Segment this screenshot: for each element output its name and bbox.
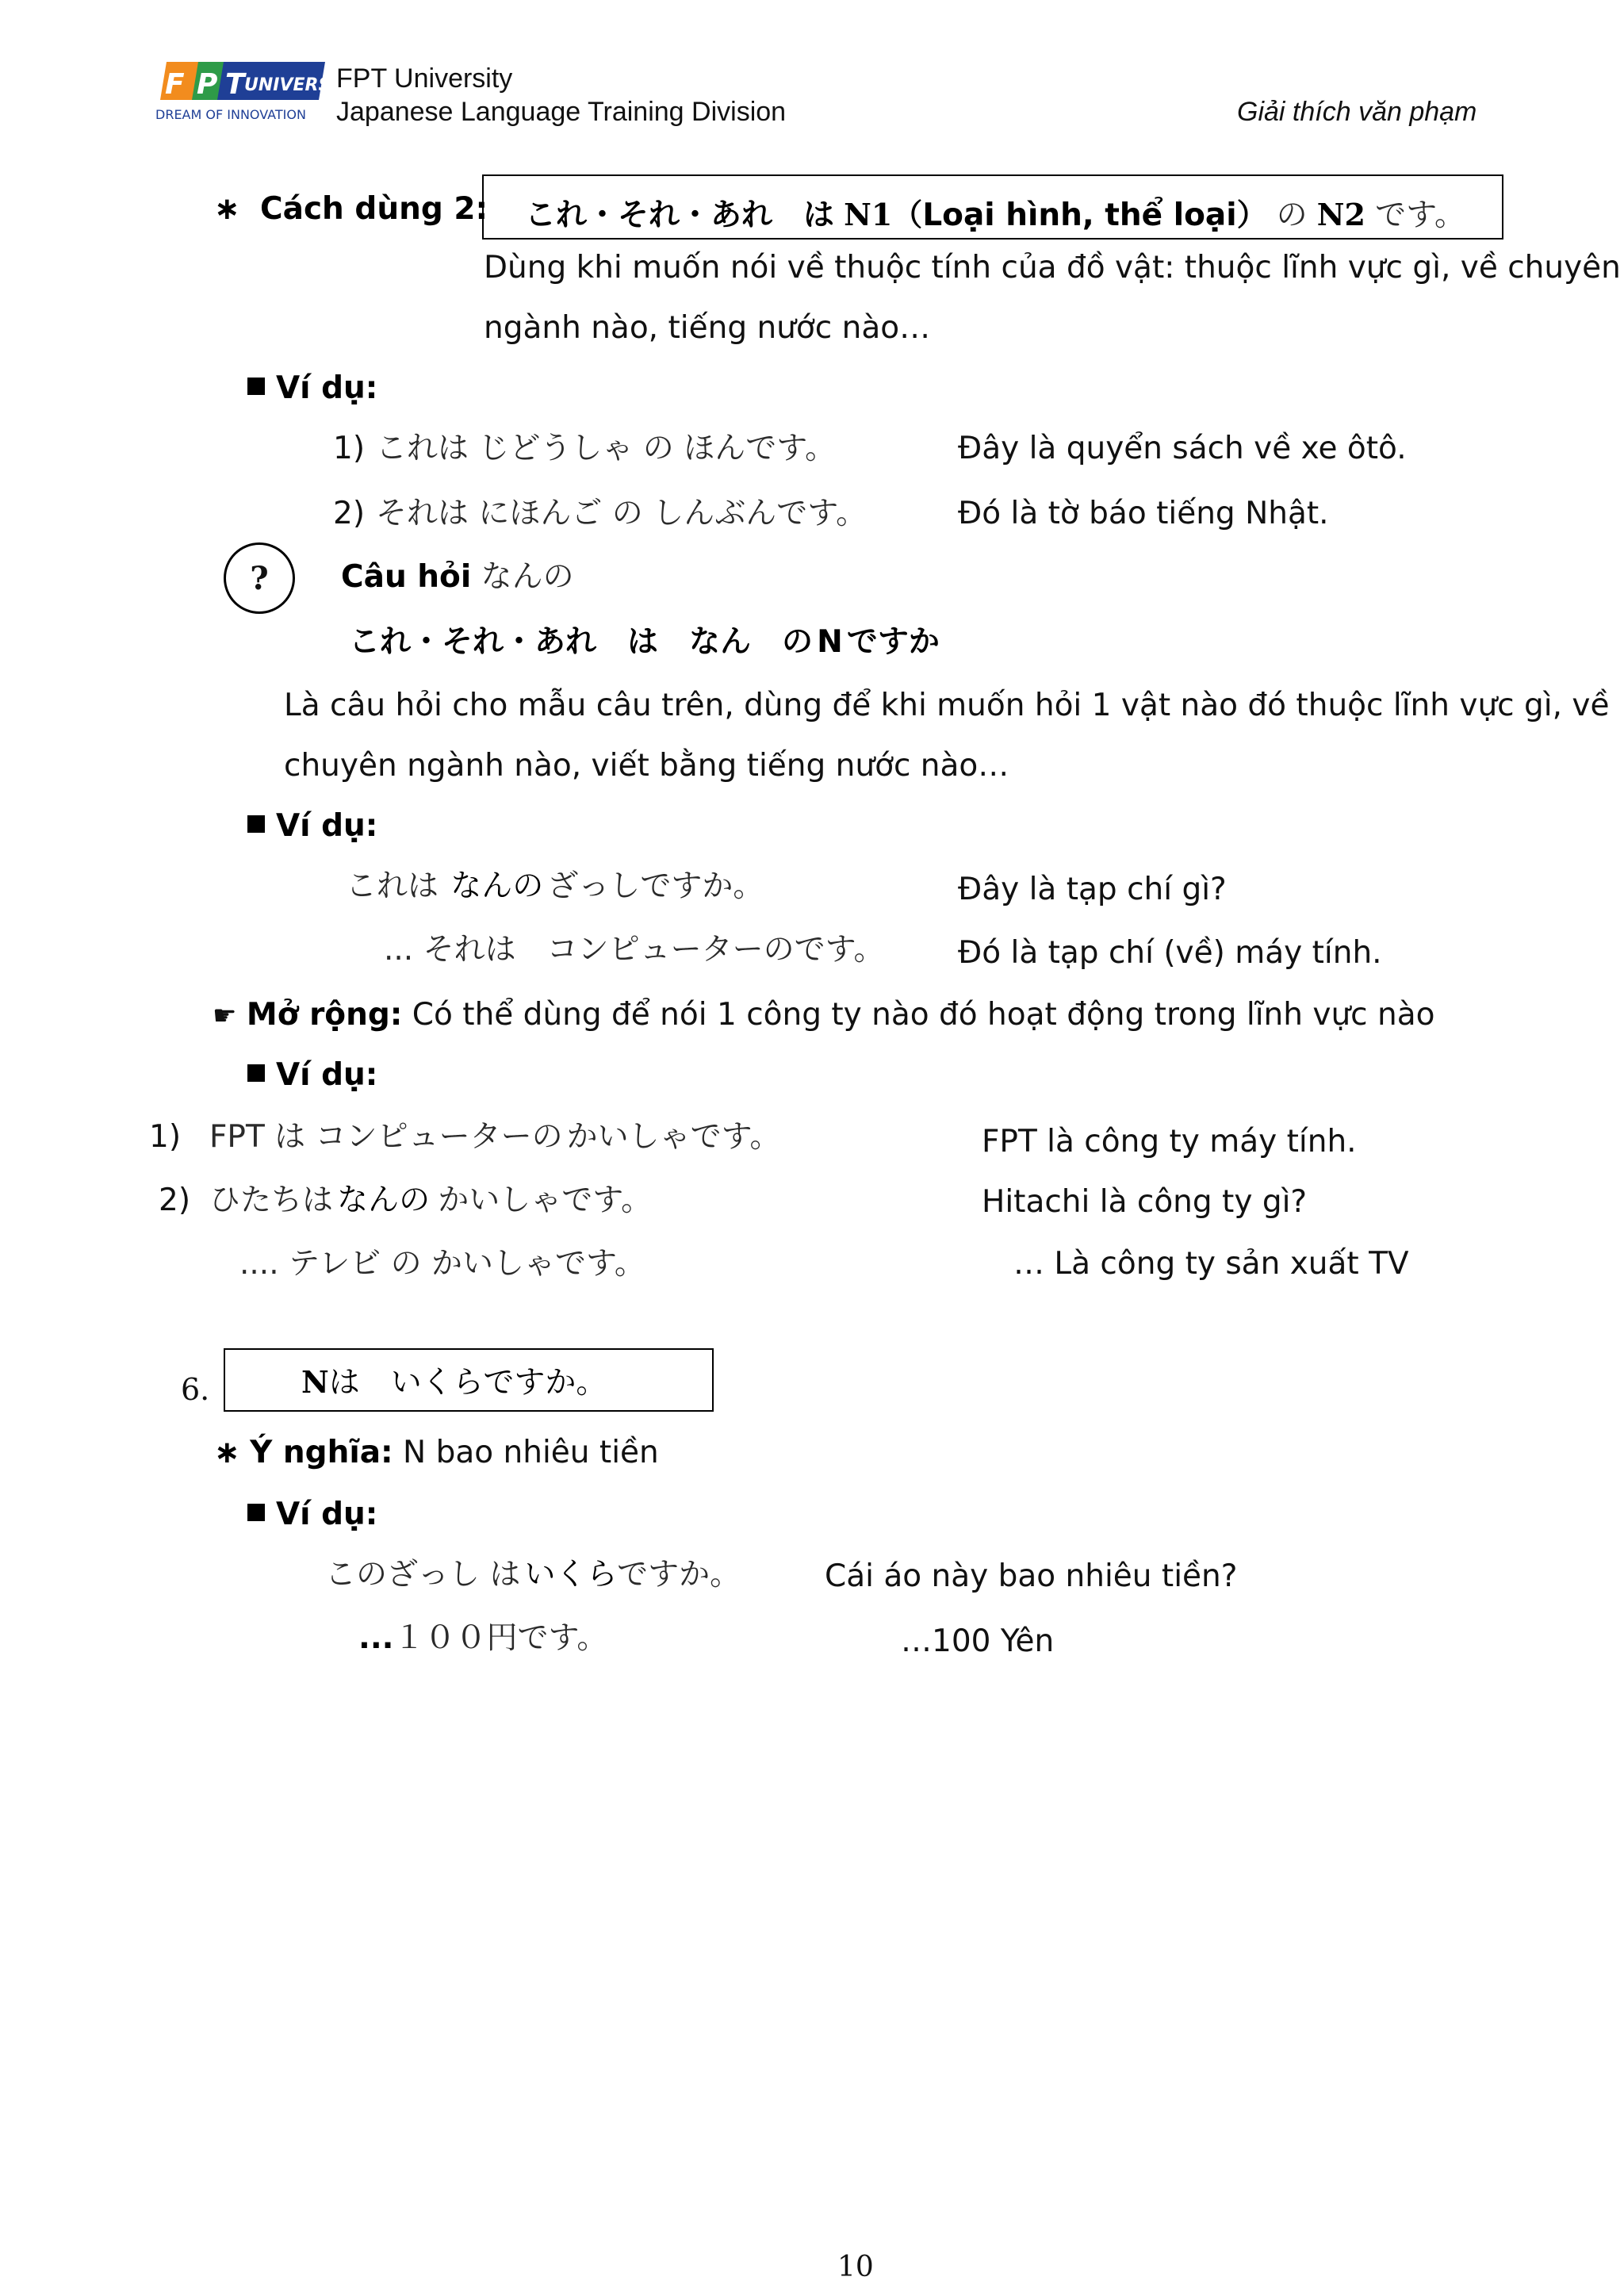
answer-jp: １００円です。 [393,1620,608,1656]
header-org-name: FPT University [336,63,513,94]
pattern-no: の [1276,197,1308,233]
usage2-label: Cách dùng 2: [260,191,488,227]
usage2-example2-num: 2) [333,496,366,531]
svg-text:UNIVERSITY: UNIVERSITY [244,75,362,95]
usage2-example1-jp: これは じどうしゃ の ほんです。 [376,431,837,466]
jp-segment-emphasis: なんの [450,868,544,904]
usage2-example1-vi: Đây là quyển sách về xe ôtô. [958,431,1407,466]
svg-text:DREAM OF INNOVATION: DREAM OF INNOVATION [155,107,306,122]
usage2-desc-line1: Dùng khi muốn nói về thuộc tính của đồ vật: thuộc lĩnh vực gì, về chuyên [484,250,1621,286]
header-section-title: Giải thích văn phạm [1237,97,1477,127]
pattern-demonstratives: これ・それ・あれ は [525,197,835,233]
question-desc-line1: Là câu hỏi cho mẫu câu trên, dùng để khi muốn hỏi 1 vật nào đó thuộc lĩnh vực gì, về [284,688,1610,723]
jp-segment: FPT は コンピューターの [209,1119,563,1155]
pattern-paren-open: （ [892,197,923,232]
question-example-a-jp: ... それは コンピューターのです。 [384,932,885,968]
question-heading [341,559,574,595]
extension-ex1-vi: FPT là công ty máy tính. [982,1124,1357,1159]
usage2-pattern [525,190,1465,234]
square-bullet-icon [247,815,265,833]
question-example-heading [247,808,378,844]
pattern-paren-text: Loại hình, thể loại [922,197,1237,233]
question-pattern [349,624,940,660]
pattern-paren-close: ） [1236,197,1267,232]
pattern-n2: N2 [1316,197,1365,232]
example-label: Ví dụ: [276,370,378,406]
question-mark: ? [250,559,269,597]
jp-segment: ざっしですか。 [547,868,764,904]
section6-meaning [214,1437,659,1468]
question-label-jp: なんの [481,559,574,595]
extension-ex2-vi: Hitachi là công ty gì? [982,1184,1308,1220]
question-pattern-n: N [817,624,843,660]
question-label: Câu hỏi [341,559,472,595]
jp-segment-emphasis: なんの [337,1182,431,1218]
square-bullet-icon [247,1504,265,1521]
question-example-a-vi: Đó là tạp chí (về) máy tính. [958,935,1382,971]
jp-segment: これは [346,868,439,904]
extension-ex1-jp [209,1119,781,1155]
extension-ex3-jp: .... テレビ の かいしゃです。 [239,1246,645,1282]
meaning-label: Ý nghĩa: [250,1435,393,1470]
jp-segment: ひたちは [209,1182,334,1218]
question-example-q-vi: Đây là tạp chí gì? [958,872,1227,907]
question-pattern-end: ですか [846,624,940,660]
usage2-example-heading [247,370,378,406]
answer-dots: ... [358,1620,394,1656]
jp-segment-emphasis: いくら [524,1557,618,1593]
usage2-example2-vi: Đó là tờ báo tiếng Nhật. [958,496,1329,531]
example-label: Ví dụ: [276,1057,378,1093]
pattern-desu: です。 [1375,197,1465,233]
section6-pattern-n: N [301,1364,329,1400]
section6-example-q-jp [325,1557,741,1593]
usage2-marker: ∗ [214,191,240,227]
fpt-logo-mark [155,60,362,124]
pointing-hand-icon: ☛ [213,1000,237,1032]
extension-label: Mở rộng: [246,997,403,1033]
jp-segment: かいしゃです。 [438,1182,653,1218]
square-bullet-icon [247,378,265,395]
section6-example-heading [247,1499,377,1530]
question-example-q-jp [346,868,764,904]
question-pattern-jp: これ・それ・あれ は なん の [349,624,814,660]
fpt-university-logo [155,60,362,124]
usage2-example2-jp: それは にほんご の しんぶんです。 [376,496,868,531]
jp-segment: ですか。 [617,1557,741,1593]
svg-text:T: T [225,68,245,101]
extension-text: Có thể dùng để nói 1 công ty nào đó hoạt động trong lĩnh vực nào [412,997,1435,1033]
section6-example-q-vi: Cái áo này bao nhiêu tiền? [825,1558,1238,1594]
jp-segment: かいしゃです。 [566,1119,781,1155]
extension-ex3-vi: … Là công ty sản xuất TV [1013,1246,1409,1282]
extension-ex2-num: 2) [159,1182,191,1218]
section6-number: 6. [181,1372,210,1407]
usage2-example1-num: 1) [333,431,366,466]
header-division: Japanese Language Training Division [336,97,787,127]
section6-pattern-rest: は いくらですか。 [328,1365,607,1401]
extension-ex1-num: 1) [149,1119,182,1155]
example-label: Ví dụ: [276,808,378,844]
question-desc-line2: chuyên ngành nào, viết bằng tiếng nước nào… [284,748,1009,784]
question-circle-icon [224,542,295,614]
pattern-n1: N1 [844,197,893,232]
meaning-marker: ∗ [214,1435,240,1470]
section6-example-a-vi: …100 Yên [901,1623,1055,1659]
extension-example-heading [247,1057,378,1093]
extension-line [213,997,1435,1033]
square-bullet-icon [247,1064,265,1082]
svg-text:P: P [197,68,218,101]
jp-segment: このざっし は [325,1557,521,1593]
meaning-text: N bao nhiêu tiền [403,1435,659,1470]
section6-example-a-jp [358,1620,608,1656]
extension-ex2-jp [209,1182,653,1218]
svg-text:F: F [165,68,185,101]
example-label: Ví dụ: [276,1497,378,1532]
section6-pattern [301,1364,607,1400]
page-number: 10 [837,2251,874,2283]
usage2-desc-line2: ngành nào, tiếng nước nào… [484,310,931,346]
